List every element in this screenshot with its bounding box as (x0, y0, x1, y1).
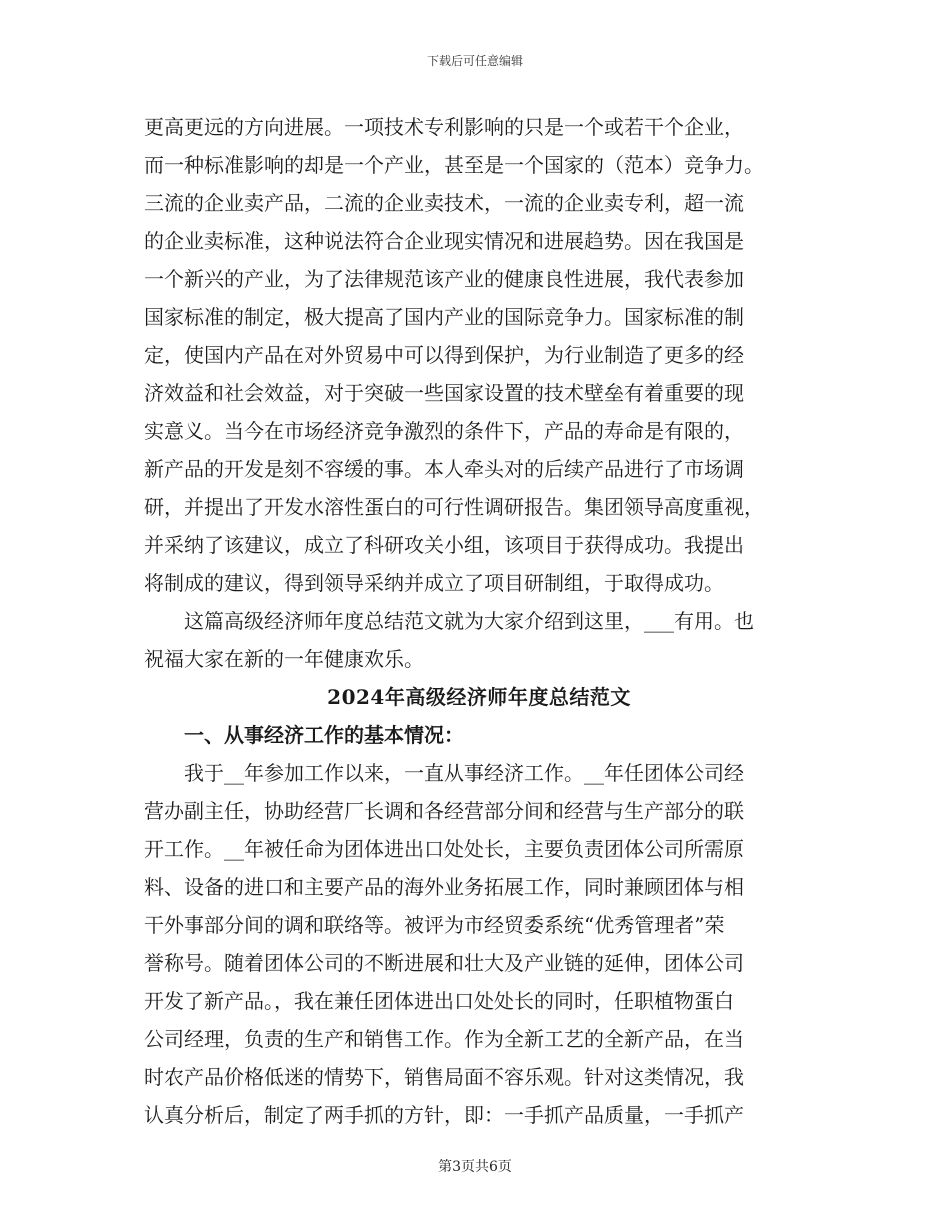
body-line: 的企业卖标准，这种说法符合企业现实情况和进展趋势。因在我国是 (144, 229, 744, 253)
section-line: 开发了新产品。，我在兼任团体进出口处处长的同时，任职植物蛋白 (144, 989, 734, 1013)
body-line: 更高更远的方向进展。一项技术专利影响的只是一个或若干个企业， (144, 115, 744, 139)
body-line: 而一种标准影响的却是一个产业，甚至是一个国家的（范本）竞争力。 (144, 153, 764, 177)
closing-line: 祝福大家在新的一年健康欢乐。 (144, 647, 424, 671)
section-line: 营办副主任，协助经营厂长调和各经营部分间和经营与生产部分的联 (144, 799, 744, 823)
body-line: 国家标准的制定，极大提高了国内产业的国际竞争力。国家标准的制 (144, 305, 744, 329)
section-title: 2024年高级经济师年度总结范文 (327, 685, 631, 709)
body-line: 将制成的建议，得到领导采纳并成立了项目研制组，于取得成功。 (144, 571, 724, 595)
section-line: 开工作。__年被任命为团体进出口处处长，主要负责团体公司所需原 (144, 837, 744, 861)
body-line: 并采纳了该建议，成立了科研攻关小组，该项目于获得成功。我提出 (144, 533, 744, 557)
section-heading: 一、从事经济工作的基本情况： (184, 723, 464, 747)
section-line: 认真分析后，制定了两手抓的方针，即：一手抓产品质量，一手抓产 (144, 1103, 744, 1127)
section-line: 我于__年参加工作以来，一直从事经济工作。__年任团体公司经 (184, 761, 744, 785)
section-line: 干外事部分间的调和联络等。被评为市经贸委系统“优秀管理者”荣 (144, 913, 725, 937)
section-line: 时农产品价格低迷的情势下，销售局面不容乐观。针对这类情况，我 (144, 1065, 744, 1089)
body-line: 济效益和社会效益，对于突破一些国家设置的技术壁垒有着重要的现 (144, 381, 744, 405)
section-line: 料、设备的进口和主要产品的海外业务拓展工作，同时兼顾团体与相 (144, 875, 744, 899)
page-header-note: 下载后可任意编辑 (426, 54, 523, 68)
body-line: 新产品的开发是刻不容缓的事。本人牵头对的后续产品进行了市场调 (144, 457, 744, 481)
body-line: 一个新兴的产业，为了法律规范该产业的健康良性进展，我代表参加 (144, 267, 744, 291)
body-line: 定，使国内产品在对外贸易中可以得到保护，为行业制造了更多的经 (144, 343, 744, 367)
document-body (144, 108, 814, 1134)
body-line: 实意义。当今在市场经济竞争激烈的条件下，产品的寿命是有限的， (144, 419, 744, 443)
section-line: 誉称号。随着团体公司的不断进展和壮大及产业链的延伸，团体公司 (144, 951, 744, 975)
closing-line: 这篇高级经济师年度总结范文就为大家介绍到这里，___有用。也 (184, 609, 754, 633)
page-number: 第3页共6页 (438, 1159, 512, 1175)
body-line: 研，并提出了开发水溶性蛋白的可行性调研报告。集团领导高度重视， (144, 495, 764, 519)
body-line: 三流的企业卖产品，二流的企业卖技术，一流的企业卖专利，超一流 (144, 191, 744, 215)
section-line: 公司经理，负责的生产和销售工作。作为全新工艺的全新产品，在当 (144, 1027, 744, 1051)
